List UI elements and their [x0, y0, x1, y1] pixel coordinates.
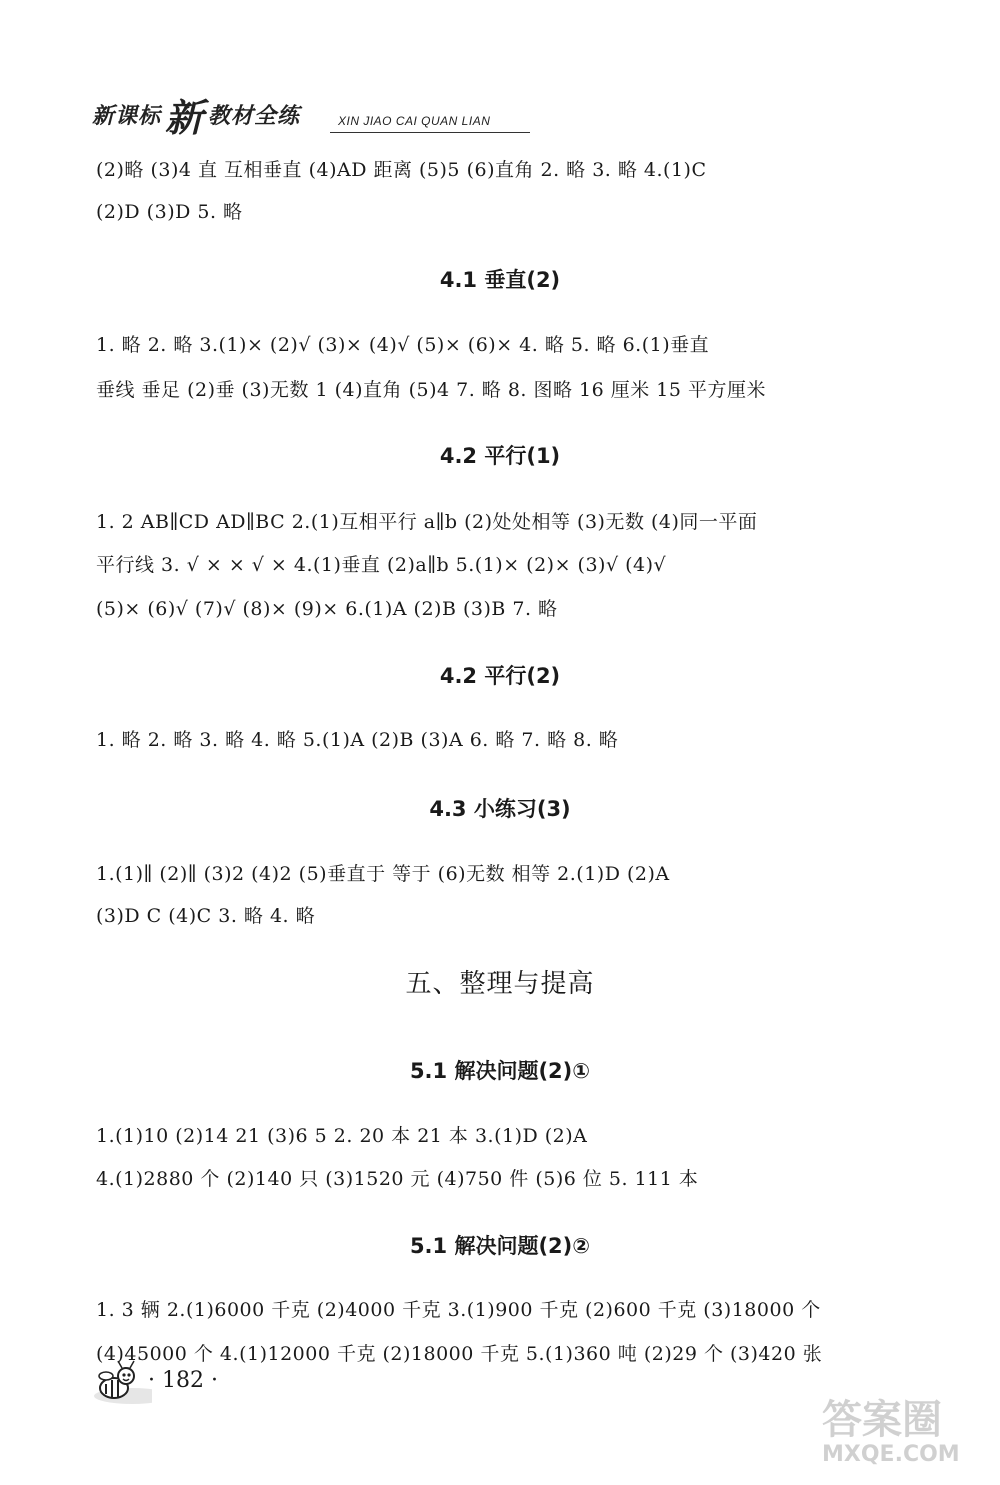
logo-text-big: 新 — [165, 95, 205, 140]
chapter-title: 五、整理与提高 — [405, 969, 595, 999]
header-logo — [92, 92, 532, 140]
section-title: 5.1 解决问题(2)① — [409, 1059, 591, 1083]
logo-text-2: 教材全练 — [208, 103, 301, 129]
logo-en: XIN JIAO CAI QUAN LIAN — [338, 114, 491, 128]
logo-text-1: 新课标 — [92, 103, 162, 129]
answer-line: 1. 略 2. 略 3.(1)× (2)√ (3)× (4)√ (5)× (6)× 4. 略 5. 略 6.(1)垂直 — [96, 334, 710, 356]
answer-line: (3)D C (4)C 3. 略 4. 略 — [96, 905, 316, 927]
header-rule — [330, 132, 530, 133]
answer-line: (2)D (3)D 5. 略 — [96, 201, 243, 223]
answer-line: 1. 略 2. 略 3. 略 4. 略 5.(1)A (2)B (3)A 6. 略 7. 略 8. 略 — [96, 729, 619, 751]
section-title: 4.1 垂直(2) — [439, 268, 561, 292]
answer-line: 1.(1)10 (2)14 21 (3)6 5 2. 20 本 21 本 3.(1)D (2)A — [96, 1125, 588, 1147]
bee-mascot-icon — [92, 1358, 152, 1406]
page-footer — [92, 1358, 272, 1406]
watermark-line2: MXQE.COM — [822, 1442, 960, 1467]
section-title: 4.2 平行(1) — [439, 444, 561, 468]
page-number: · 182 · — [148, 1368, 218, 1393]
watermark — [822, 1398, 992, 1478]
answer-line: 平行线 3. √ × × √ × 4.(1)垂直 (2)a∥b 5.(1)× (2)× (3)√ (4)√ — [96, 554, 667, 576]
answer-line: (5)× (6)√ (7)√ (8)× (9)× 6.(1)A (2)B (3)B 7. 略 — [96, 598, 558, 620]
section-title: 5.1 解决问题(2)② — [409, 1234, 591, 1258]
answer-line: 4.(1)2880 个 (2)140 只 (3)1520 元 (4)750 件 (5)6 位 5. 111 本 — [96, 1168, 699, 1190]
answer-line: 1.(1)∥ (2)∥ (3)2 (4)2 (5)垂直于 等于 (6)无数 相等 2.(1)D (2)A — [96, 863, 670, 885]
answer-line: 1. 3 辆 2.(1)6000 千克 (2)4000 千克 3.(1)900 千克 (2)600 千克 (3)18000 个 — [96, 1299, 821, 1321]
answer-line: 1. 2 AB∥CD AD∥BC 2.(1)互相平行 a∥b (2)处处相等 (3)无数 (4)同一平面 — [96, 511, 758, 533]
section-title: 4.3 小练习(3) — [429, 797, 571, 821]
answer-line: (2)略 (3)4 直 互相垂直 (4)AD 距离 (5)5 (6)直角 2. 略 3. 略 4.(1)C — [96, 159, 707, 181]
section-title: 4.2 平行(2) — [439, 664, 561, 688]
logo-cn — [92, 95, 332, 140]
watermark-line1: 答案圈 — [822, 1397, 942, 1443]
answer-line: 垂线 垂足 (2)垂 (3)无数 1 (4)直角 (5)4 7. 略 8. 图略 16 厘米 15 平方厘米 — [96, 379, 766, 401]
answer-line: (4)45000 个 4.(1)12000 千克 (2)18000 千克 5.(1)360 吨 (2)29 个 (3)420 张 — [96, 1343, 823, 1365]
